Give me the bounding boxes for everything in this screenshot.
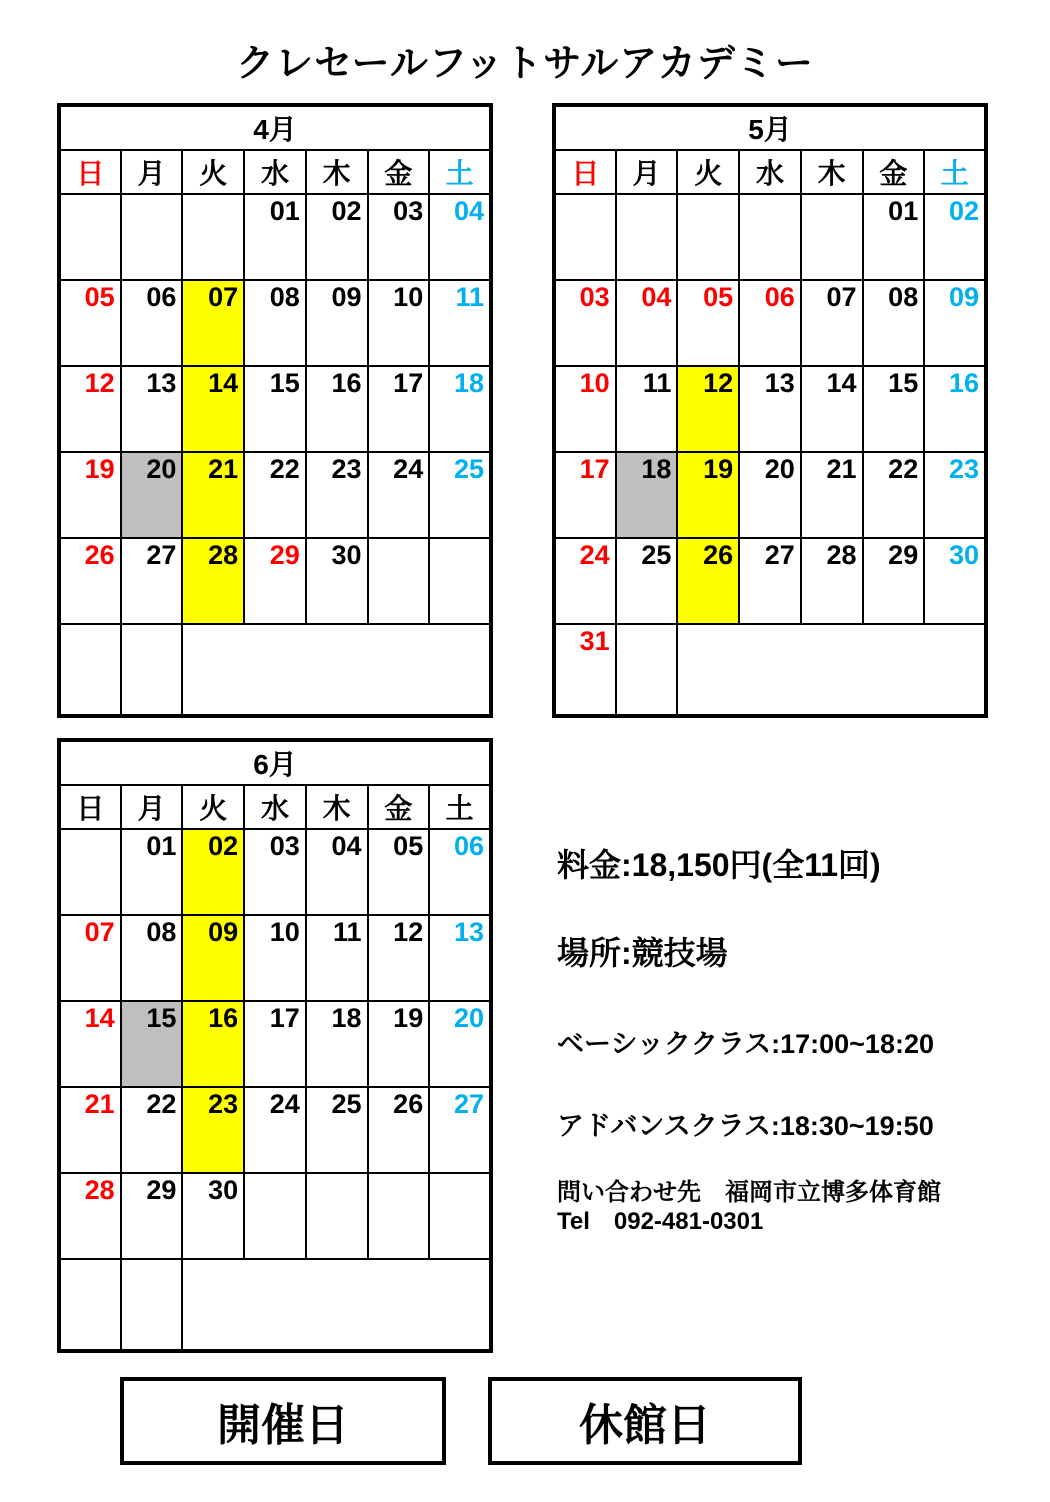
- month-title-april: 4月: [59, 105, 491, 150]
- date-cell-june-24: 24: [244, 1087, 306, 1173]
- date-cell-april-22: 22: [244, 452, 306, 538]
- date-cell-april-29: 29: [244, 538, 306, 624]
- date-cell-april-30: 30: [306, 538, 368, 624]
- dow-header-may-3: 水: [739, 150, 801, 194]
- price-text: 料金:18,150円(全11回): [557, 847, 881, 883]
- date-cell-june-02: 02: [182, 829, 244, 915]
- date-cell-april-14: 14: [182, 366, 244, 452]
- date-cell-april-02: 02: [306, 194, 368, 280]
- empty-cell: [59, 194, 121, 280]
- date-cell-april-23: 23: [306, 452, 368, 538]
- date-cell-april-04: 04: [429, 194, 491, 280]
- dow-header-april-0: 日: [59, 150, 121, 194]
- date-cell-june-06: 06: [429, 829, 491, 915]
- date-cell-may-11: 11: [616, 366, 678, 452]
- date-cell-june-07: 07: [59, 915, 121, 1001]
- month-title-may: 5月: [554, 105, 986, 150]
- date-cell-june-17: 17: [244, 1001, 306, 1087]
- legend-open-label: 開催日: [217, 1401, 349, 1450]
- dow-header-june-6: 土: [429, 785, 491, 829]
- calendar-table-may: [552, 103, 988, 718]
- date-cell-june-20: 20: [429, 1001, 491, 1087]
- empty-cell: [121, 624, 183, 716]
- date-cell-june-19: 19: [368, 1001, 430, 1087]
- dow-header-may-5: 金: [863, 150, 925, 194]
- empty-cell: [429, 538, 491, 624]
- dow-header-april-1: 月: [121, 150, 183, 194]
- dow-header-april-3: 水: [244, 150, 306, 194]
- date-cell-june-30: 30: [182, 1173, 244, 1259]
- calendar-april: [57, 103, 493, 718]
- date-cell-april-09: 09: [306, 280, 368, 366]
- merged-empty-cell: [182, 624, 491, 716]
- date-cell-may-24: 24: [554, 538, 616, 624]
- date-cell-april-28: 28: [182, 538, 244, 624]
- date-cell-june-14: 14: [59, 1001, 121, 1087]
- date-cell-april-20: 20: [121, 452, 183, 538]
- date-cell-may-31: 31: [554, 624, 616, 716]
- date-cell-may-28: 28: [801, 538, 863, 624]
- tel-text: Tel 092-481-0301: [557, 1208, 764, 1235]
- date-cell-june-08: 08: [121, 915, 183, 1001]
- dow-header-april-4: 木: [306, 150, 368, 194]
- date-cell-april-18: 18: [429, 366, 491, 452]
- date-cell-may-27: 27: [739, 538, 801, 624]
- date-cell-april-26: 26: [59, 538, 121, 624]
- date-cell-june-29: 29: [121, 1173, 183, 1259]
- empty-cell: [59, 624, 121, 716]
- empty-cell: [121, 1259, 183, 1351]
- date-cell-may-26: 26: [677, 538, 739, 624]
- date-cell-may-14: 14: [801, 366, 863, 452]
- date-cell-may-21: 21: [801, 452, 863, 538]
- date-cell-may-08: 08: [863, 280, 925, 366]
- date-cell-may-12: 12: [677, 366, 739, 452]
- date-cell-april-10: 10: [368, 280, 430, 366]
- dow-header-april-2: 火: [182, 150, 244, 194]
- empty-cell: [677, 194, 739, 280]
- calendar-table-june: [57, 738, 493, 1353]
- date-cell-april-07: 07: [182, 280, 244, 366]
- empty-cell: [801, 194, 863, 280]
- date-cell-may-16: 16: [924, 366, 986, 452]
- place-text: 場所:競技場: [557, 935, 728, 971]
- date-cell-may-17: 17: [554, 452, 616, 538]
- date-cell-june-23: 23: [182, 1087, 244, 1173]
- calendar-table-april: [57, 103, 493, 718]
- date-cell-june-03: 03: [244, 829, 306, 915]
- empty-cell: [182, 194, 244, 280]
- dow-header-may-6: 土: [924, 150, 986, 194]
- date-cell-may-04: 04: [616, 280, 678, 366]
- date-cell-april-15: 15: [244, 366, 306, 452]
- date-cell-april-24: 24: [368, 452, 430, 538]
- date-cell-june-15: 15: [121, 1001, 183, 1087]
- empty-cell: [306, 1173, 368, 1259]
- dow-header-june-1: 月: [121, 785, 183, 829]
- date-cell-may-09: 09: [924, 280, 986, 366]
- dow-header-june-5: 金: [368, 785, 430, 829]
- date-cell-june-25: 25: [306, 1087, 368, 1173]
- date-cell-june-26: 26: [368, 1087, 430, 1173]
- date-cell-may-13: 13: [739, 366, 801, 452]
- date-cell-april-21: 21: [182, 452, 244, 538]
- empty-cell: [616, 624, 678, 716]
- date-cell-april-11: 11: [429, 280, 491, 366]
- date-cell-june-16: 16: [182, 1001, 244, 1087]
- date-cell-june-18: 18: [306, 1001, 368, 1087]
- date-cell-june-22: 22: [121, 1087, 183, 1173]
- dow-header-may-0: 日: [554, 150, 616, 194]
- empty-cell: [429, 1173, 491, 1259]
- date-cell-may-19: 19: [677, 452, 739, 538]
- date-cell-april-19: 19: [59, 452, 121, 538]
- date-cell-april-05: 05: [59, 280, 121, 366]
- empty-cell: [59, 1259, 121, 1351]
- date-cell-april-06: 06: [121, 280, 183, 366]
- calendar-may: [552, 103, 988, 718]
- contact-text: 問い合わせ先 福岡市立博多体育館: [557, 1179, 941, 1206]
- date-cell-june-11: 11: [306, 915, 368, 1001]
- dow-header-june-3: 水: [244, 785, 306, 829]
- date-cell-june-13: 13: [429, 915, 491, 1001]
- dow-header-may-4: 木: [801, 150, 863, 194]
- date-cell-april-08: 08: [244, 280, 306, 366]
- empty-cell: [59, 829, 121, 915]
- empty-cell: [739, 194, 801, 280]
- merged-empty-cell: [182, 1259, 491, 1351]
- date-cell-june-10: 10: [244, 915, 306, 1001]
- calendar-june: [57, 738, 493, 1353]
- dow-header-june-2: 火: [182, 785, 244, 829]
- date-cell-june-28: 28: [59, 1173, 121, 1259]
- merged-empty-cell: [677, 624, 986, 716]
- date-cell-may-07: 07: [801, 280, 863, 366]
- date-cell-june-27: 27: [429, 1087, 491, 1173]
- legend-closed-label: 休館日: [579, 1401, 711, 1450]
- empty-cell: [554, 194, 616, 280]
- empty-cell: [244, 1173, 306, 1259]
- date-cell-june-01: 01: [121, 829, 183, 915]
- empty-cell: [616, 194, 678, 280]
- dow-header-may-2: 火: [677, 150, 739, 194]
- dow-header-may-1: 月: [616, 150, 678, 194]
- date-cell-april-13: 13: [121, 366, 183, 452]
- legend-closed-day: [488, 1377, 802, 1465]
- date-cell-may-18: 18: [616, 452, 678, 538]
- date-cell-may-01: 01: [863, 194, 925, 280]
- empty-cell: [368, 1173, 430, 1259]
- date-cell-april-25: 25: [429, 452, 491, 538]
- date-cell-may-22: 22: [863, 452, 925, 538]
- date-cell-may-15: 15: [863, 366, 925, 452]
- date-cell-june-04: 04: [306, 829, 368, 915]
- basic-class-text: ベーシッククラス:17:00~18:20: [557, 1029, 934, 1059]
- page-title: クレセールフットサルアカデミー: [236, 43, 814, 85]
- date-cell-april-17: 17: [368, 366, 430, 452]
- contact-block: [557, 1178, 941, 1236]
- dow-header-april-5: 金: [368, 150, 430, 194]
- date-cell-may-30: 30: [924, 538, 986, 624]
- advance-class-text: アドバンスクラス:18:30~19:50: [557, 1111, 934, 1141]
- date-cell-may-23: 23: [924, 452, 986, 538]
- legend-open-day: [120, 1377, 446, 1465]
- date-cell-may-03: 03: [554, 280, 616, 366]
- dow-header-june-4: 木: [306, 785, 368, 829]
- date-cell-june-09: 09: [182, 915, 244, 1001]
- date-cell-june-12: 12: [368, 915, 430, 1001]
- date-cell-april-01: 01: [244, 194, 306, 280]
- month-title-june: 6月: [59, 740, 491, 785]
- date-cell-may-25: 25: [616, 538, 678, 624]
- date-cell-april-16: 16: [306, 366, 368, 452]
- date-cell-may-05: 05: [677, 280, 739, 366]
- empty-cell: [121, 194, 183, 280]
- date-cell-june-21: 21: [59, 1087, 121, 1173]
- date-cell-april-27: 27: [121, 538, 183, 624]
- date-cell-may-29: 29: [863, 538, 925, 624]
- date-cell-june-05: 05: [368, 829, 430, 915]
- date-cell-may-02: 02: [924, 194, 986, 280]
- date-cell-may-10: 10: [554, 366, 616, 452]
- dow-header-april-6: 土: [429, 150, 491, 194]
- date-cell-may-06: 06: [739, 280, 801, 366]
- date-cell-april-03: 03: [368, 194, 430, 280]
- date-cell-may-20: 20: [739, 452, 801, 538]
- empty-cell: [368, 538, 430, 624]
- date-cell-april-12: 12: [59, 366, 121, 452]
- dow-header-june-0: 日: [59, 785, 121, 829]
